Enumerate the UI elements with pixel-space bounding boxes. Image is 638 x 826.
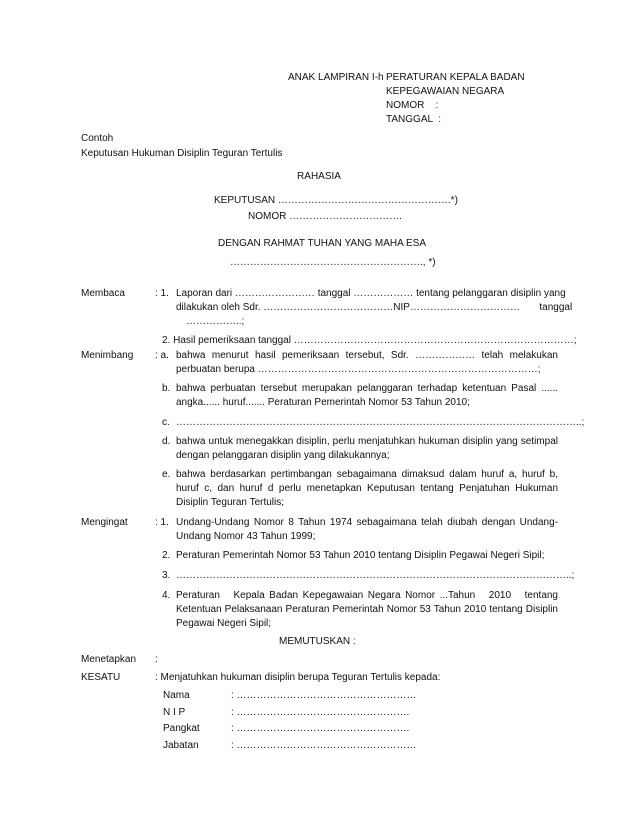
menimbang-b-line-1: bahwa perbuatan tersebut merupakan pelanggaran terhadap ketentuan Pasal ...... — [176, 383, 558, 394]
nomor-line: NOMOR ……………………………. — [248, 211, 402, 222]
keputusan-line: KEPUTUSAN …………………………………………….*) — [214, 195, 458, 206]
menimbang-e-label: e. — [162, 469, 171, 480]
menimbang-label: Menimbang — [81, 350, 134, 361]
menimbang-a-line-2: perbuatan berupa …………………………………………………………………………; — [176, 364, 541, 375]
menimbang-e-line-1: bahwa berdasarkan pertimbangan sebagaimana dimaksud dalam huruf a, huruf b, — [176, 469, 558, 480]
membaca-item-1-line-2: dilakukan oleh Sdr. …………………………………NIP…………………………… tanggal — [176, 302, 573, 313]
mengingat-3-number: 3. — [162, 570, 171, 581]
mengingat-label: Mengingat — [81, 517, 128, 528]
field-pangkat-value: : ……………………………………………. — [231, 723, 410, 734]
mengingat-3-line-1: ………………………………………………………………………………………………………..; — [176, 570, 575, 581]
field-jabatan-value: : ……………………………………………… — [231, 740, 417, 751]
document-title: Keputusan Hukuman Disiplin Teguran Tertulis — [81, 148, 283, 159]
mengingat-1-line-2: Undang Nomor 43 Tahun 1999; — [176, 531, 316, 542]
rahmat-line: DENGAN RAHMAT TUHAN YANG MAHA ESA — [218, 238, 427, 249]
menimbang-e-line-3: Disiplin Teguran Tertulis; — [176, 497, 285, 508]
mengingat-1-number: : 1. — [155, 517, 169, 528]
pejabat-line: …………………………………………………., *) — [230, 257, 436, 268]
menetapkan-colon: : — [155, 654, 158, 665]
mengingat-4-line-2: Ketentuan Pelaksanaan Peraturan Pemerintah Nomor 53 Tahun 2010 tentang Disiplin — [176, 604, 558, 615]
field-nip-value: : ……………………………………………. — [231, 707, 410, 718]
memutuskan-heading: MEMUTUSKAN : — [279, 636, 356, 647]
menimbang-d-label: d. — [162, 436, 171, 447]
membaca-item-1-line-3: ……………..; — [186, 316, 245, 327]
membaca-label: Membaca — [81, 288, 125, 299]
field-nama-label: Nama — [163, 690, 190, 701]
header-line-2: KEPEGAWAIAN NEGARA — [386, 86, 505, 97]
menimbang-c-line-1: …………………………………………………………………………………………………………..; — [176, 417, 585, 428]
membaca-item-2: 2. Hasil pemeriksaan tanggal …………………………………………………………………………; — [162, 335, 577, 346]
anak-lampiran-label: ANAK LAMPIRAN I-h — [288, 72, 384, 83]
menimbang-c-label: c. — [162, 417, 170, 428]
field-nama-value: : ……………………………………………… — [231, 690, 417, 701]
field-nip-label: N I P — [163, 707, 186, 718]
contoh-label: Contoh — [81, 133, 114, 144]
mengingat-1-line-1: Undang-Undang Nomor 8 Tahun 1974 sebagaimana telah diubah dengan Undang- — [176, 517, 558, 528]
rahasia-label: RAHASIA — [297, 171, 341, 182]
kesatu-text: : Menjatuhkan hukuman disiplin berupa Teguran Tertulis kepada: — [155, 672, 441, 683]
mengingat-2-number: 2. — [162, 550, 171, 561]
header-line-3: NOMOR : — [386, 100, 439, 111]
menimbang-a-label: : a. — [155, 350, 169, 361]
header-line-1: PERATURAN KEPALA BADAN — [386, 72, 525, 83]
membaca-item-1-line-1: Laporan dari …………………… tanggal ……………… tentang pelanggaran disiplin yang — [176, 288, 566, 299]
menimbang-b-line-2: angka...... huruf....... Peraturan Pemerintah Nomor 53 Tahun 2010; — [176, 397, 470, 408]
mengingat-2-line-1: Peraturan Pemerintah Nomor 53 Tahun 2010 tentang Disiplin Pegawai Negeri Sipil; — [176, 550, 545, 561]
kesatu-label: KESATU — [81, 672, 121, 683]
header-line-4: TANGGAL : — [386, 114, 442, 125]
menimbang-d-line-1: bahwa untuk menegakkan disiplin, perlu menjatuhkan hukuman disiplin yang setimpal — [176, 436, 558, 447]
membaca-item-1-number: : 1. — [155, 288, 169, 299]
menimbang-e-line-2: huruf c, dan huruf d perlu menetapkan Keputusan tentang Penjatuhan Hukuman — [176, 483, 558, 494]
menimbang-b-label: b. — [162, 383, 171, 394]
field-jabatan-label: Jabatan — [163, 740, 199, 751]
menimbang-d-line-2: dengan pelanggaran disiplin yang dilakukannya; — [176, 450, 390, 461]
mengingat-4-line-1: Peraturan Kepala Badan Kepegawaian Negara Nomor ...Tahun 2010 tentang — [176, 590, 558, 601]
field-pangkat-label: Pangkat — [163, 723, 200, 734]
menetapkan-label: Menetapkan — [81, 654, 137, 665]
mengingat-4-number: 4. — [162, 590, 171, 601]
menimbang-a-line-1: bahwa menurut hasil pemeriksaan tersebut, Sdr. ……………… telah melakukan — [176, 350, 558, 361]
mengingat-4-line-3: Pegawai Negeri Sipil; — [176, 618, 272, 629]
